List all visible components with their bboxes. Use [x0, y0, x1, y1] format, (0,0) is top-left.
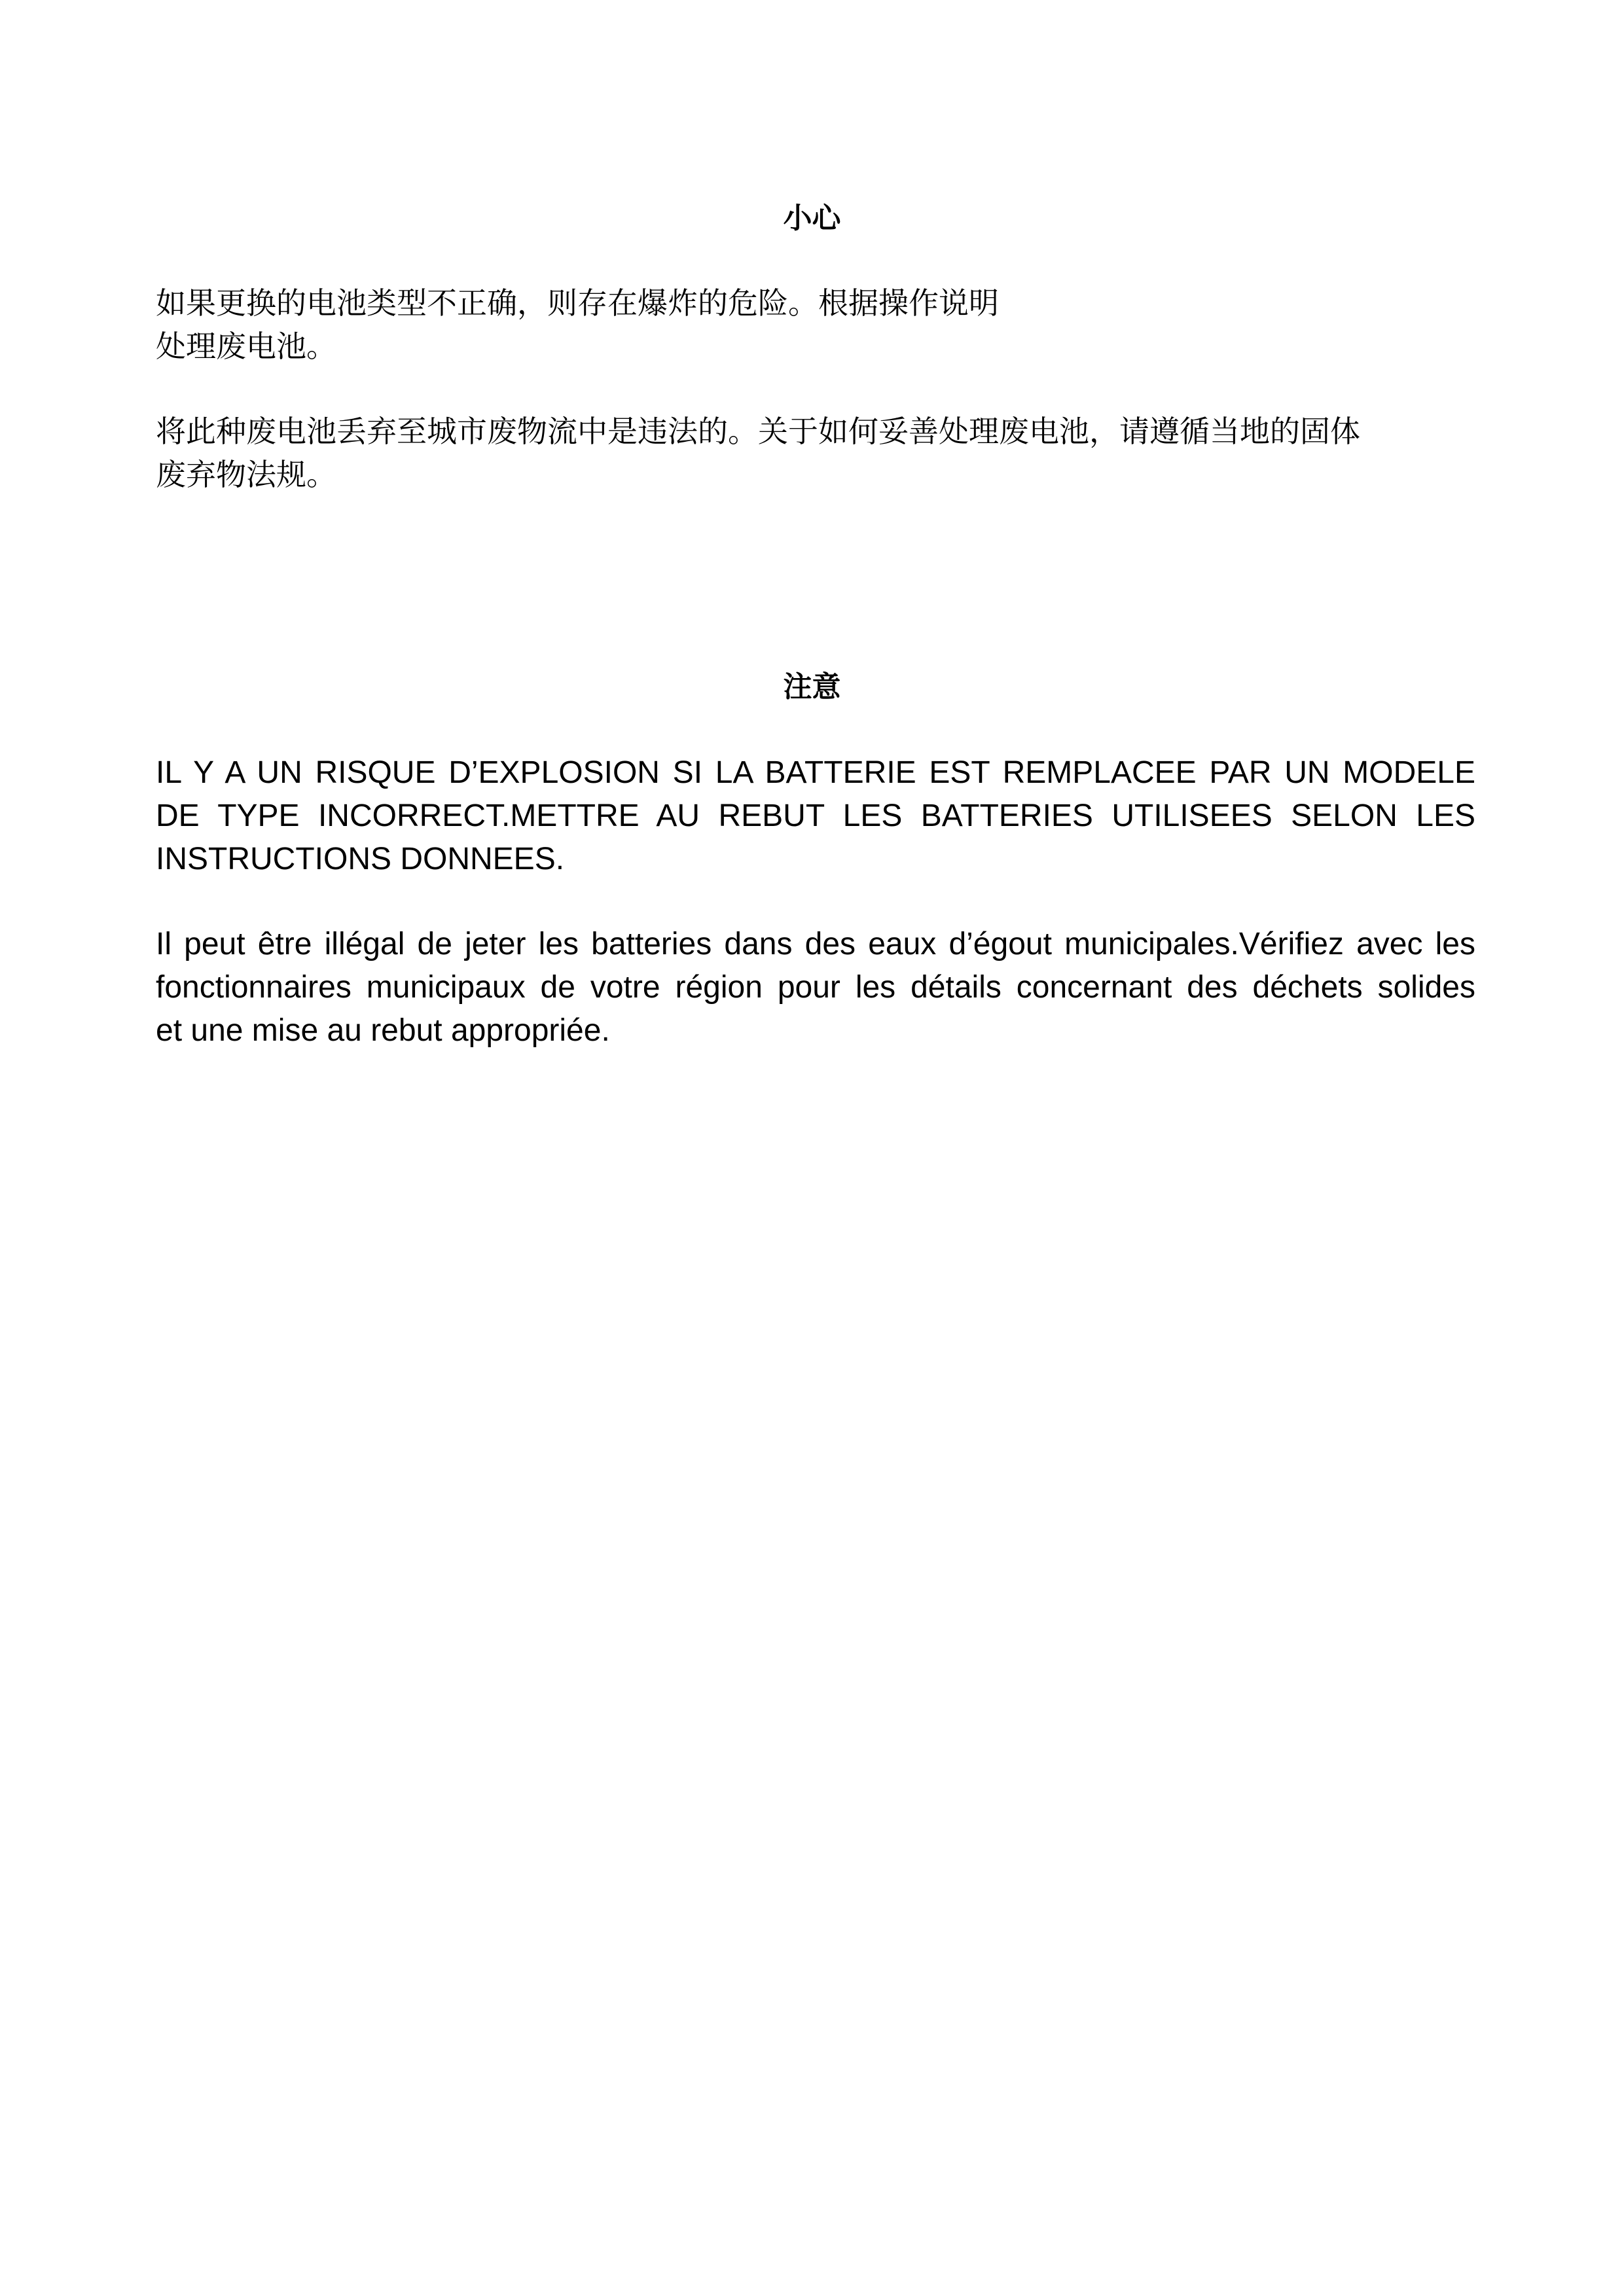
fr-paragraph-line: Il peut être illégal de jeter les batteries dans des eaux d’égout municipales.Vérifiez avec les — [156, 927, 1475, 961]
zh-paragraph-line: 处理废电池。 — [156, 329, 336, 364]
zh-paragraph-battery-disposal — [156, 410, 1475, 496]
zh-paragraph-line: 将此种废电池丢弃至城市废物流中是违法的。关于如何妥善处理废电池，请遵循当地的固体 — [156, 414, 1360, 449]
zh-paragraph-battery-replacement — [156, 281, 1475, 368]
heading-caution-fr: 注意 — [783, 670, 841, 704]
fr-paragraph-disposal-regulations — [156, 923, 1475, 1052]
fr-paragraph-line: et une mise au rebut appropriée. — [156, 1013, 610, 1048]
fr-paragraph-line: fonctionnaires municipaux de votre région pour les détails concernant des déchets solides — [156, 970, 1475, 1005]
zh-paragraph-line: 如果更换的电池类型不正确，则存在爆炸的危险。根据操作说明 — [156, 285, 999, 321]
fr-paragraph-line: IL Y A UN RISQUE D’EXPLOSION SI LA BATTERIE EST REMPLACEE PAR UN MODELE — [156, 755, 1475, 790]
heading-caution-zh: 小心 — [783, 202, 841, 235]
fr-paragraph-line: INSTRUCTIONS DONNEES. — [156, 842, 565, 876]
fr-paragraph-explosion-risk — [156, 751, 1475, 881]
zh-paragraph-line: 废弃物法规。 — [156, 457, 336, 492]
fr-paragraph-line: DE TYPE INCORRECT.METTRE AU REBUT LES BATTERIES UTILISEES SELON LES — [156, 798, 1475, 833]
